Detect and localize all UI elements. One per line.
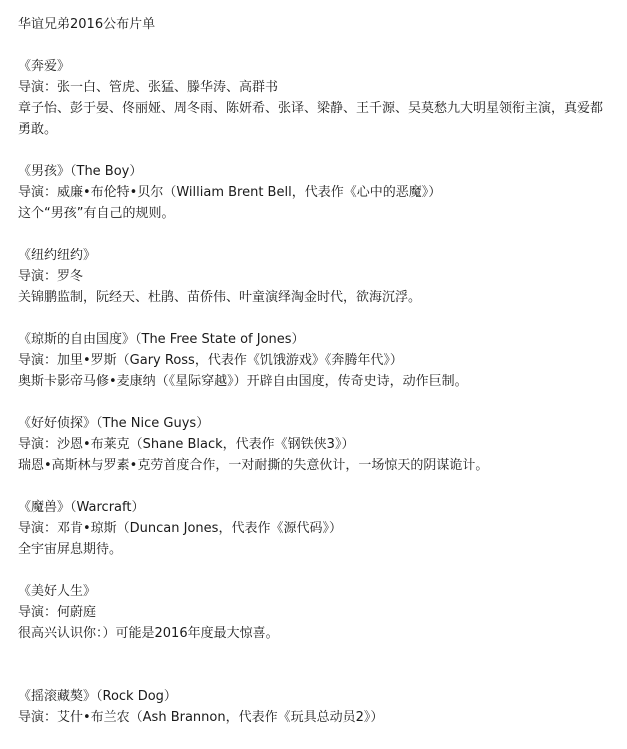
film-title: 《好好侦探》（The Nice Guys） <box>18 416 210 431</box>
document-title: 华谊兄弟2016公布片单 <box>18 17 156 32</box>
film-title: 《纽约纽约》 <box>18 248 97 263</box>
film-description: 瑞恩•高斯林与罗素•克劳首度合作，一对耐撕的失意伙计，一场惊天的阴谋诡计。 <box>18 458 489 473</box>
film-title: 《奔爱》 <box>18 59 71 74</box>
film-description: 章子怡、彭于晏、佟丽娅、周冬雨、陈妍希、张译、梁静、王千源、吴莫愁九大明星领衔主演，真爱都勇敢。 <box>18 101 604 137</box>
film-entry <box>18 56 618 140</box>
film-director: 导演：加里•罗斯（Gary Ross，代表作《饥饿游戏》《奔腾年代》） <box>18 353 403 368</box>
film-description: 关锦鹏监制，阮经天、杜鹃、苗侨伟、叶童演绎淘金时代，欲海沉浮。 <box>18 290 422 305</box>
film-entry <box>18 413 618 476</box>
film-description: 很高兴认识你：）可能是2016年度最大惊喜。 <box>18 626 279 641</box>
film-director: 导演：邓肯•琼斯（Duncan Jones，代表作《源代码》） <box>18 521 342 536</box>
film-entry <box>18 497 618 560</box>
document <box>18 14 618 749</box>
film-director: 导演：沙恩•布莱克（Shane Black，代表作《钢铁侠3》） <box>18 437 355 452</box>
film-director: 导演：张一白、管虎、张猛、滕华涛、高群书 <box>18 80 279 95</box>
film-title: 《魔兽》（Warcraft） <box>18 500 145 515</box>
film-entry <box>18 329 618 392</box>
film-title: 《琼斯的自由国度》（The Free State of Jones） <box>18 332 305 347</box>
film-description: 奥斯卡影帝马修•麦康纳（《星际穿越》）开辟自由国度，传奇史诗，动作巨制。 <box>18 374 468 389</box>
film-director: 导演：艾什•布兰农（Ash Brannon，代表作《玩具总动员2》） <box>18 710 384 725</box>
film-description: 全宇宙屏息期待。 <box>18 542 123 557</box>
film-entry <box>18 686 618 728</box>
film-entry <box>18 245 618 308</box>
film-title: 《摇滚藏獒》（Rock Dog） <box>18 689 177 704</box>
film-title: 《美好人生》 <box>18 584 97 599</box>
film-director: 导演：威廉•布伦特•贝尔（William Brent Bell，代表作《心中的恶魔》） <box>18 185 442 200</box>
film-entry <box>18 161 618 224</box>
film-description: 这个“男孩”有自己的规则。 <box>18 206 175 221</box>
film-director: 导演：何蔚庭 <box>18 605 97 620</box>
film-title: 《男孩》（The Boy） <box>18 164 143 179</box>
film-director: 导演：罗冬 <box>18 269 84 284</box>
film-entry <box>18 581 618 644</box>
